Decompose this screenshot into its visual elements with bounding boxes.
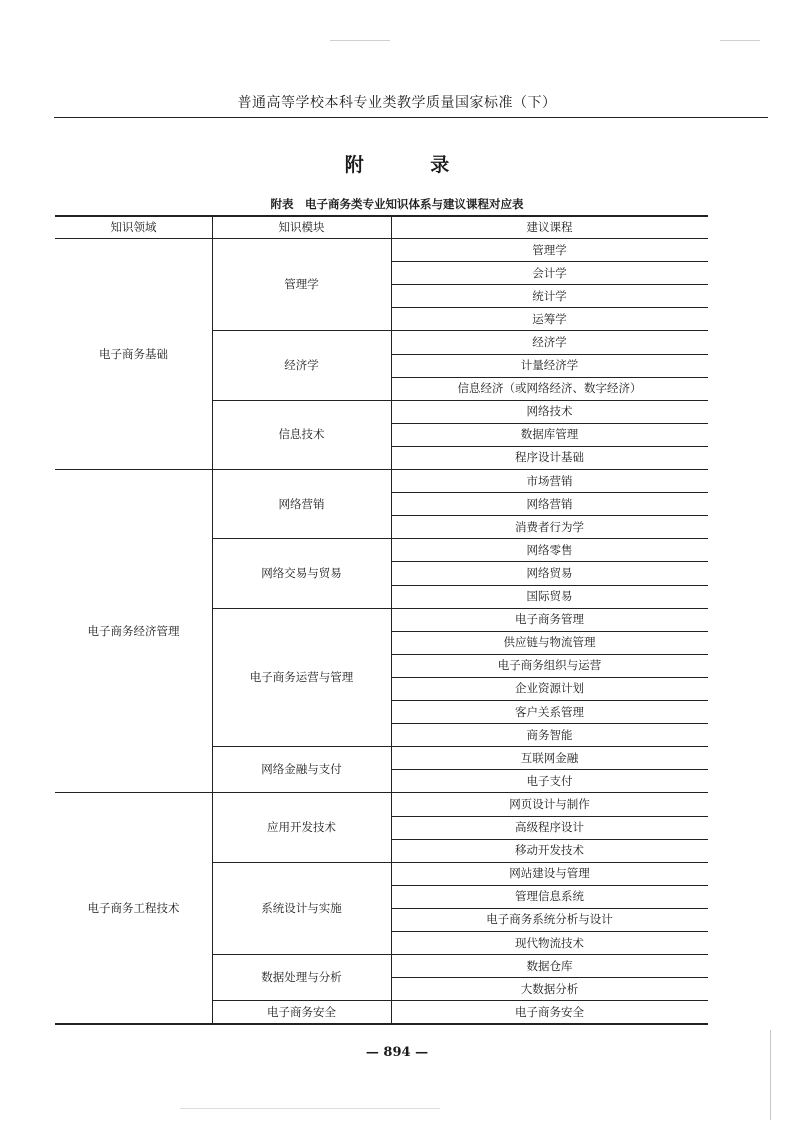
course-cell: 数据库管理 (520, 427, 579, 442)
course-cell: 企业资源计划 (515, 681, 584, 696)
module-cell: 电子商务运营与管理 (249, 669, 354, 684)
scan-artifact (180, 1108, 440, 1109)
domain-cell: 电子商务经济管理 (87, 623, 180, 638)
course-cell: 管理信息系统 (515, 889, 584, 904)
scan-artifact (720, 40, 760, 41)
header-rule (54, 117, 768, 118)
course-cell: 消费者行为学 (515, 519, 584, 534)
course-cell: 电子支付 (526, 773, 573, 788)
module-cell: 网络交易与贸易 (261, 565, 342, 580)
course-cell: 大数据分析 (520, 981, 579, 996)
module-cell: 系统设计与实施 (261, 900, 342, 915)
module-cell: 电子商务安全 (267, 1004, 336, 1019)
scan-artifact (330, 40, 390, 41)
course-cell: 互联网金融 (520, 750, 579, 765)
module-cell: 经济学 (284, 358, 319, 373)
page-number: — 894 — (365, 1045, 429, 1060)
appendix-title: 附 录 (344, 154, 480, 176)
table-bottom-rule (55, 1023, 708, 1025)
module-cell: 应用开发技术 (267, 820, 336, 835)
course-cell: 网络贸易 (526, 565, 573, 580)
course-cell: 数据仓库 (526, 958, 573, 973)
page-header: 普通高等学校本科专业类教学质量国家标准（下） (237, 95, 557, 111)
course-cell: 网络零售 (526, 542, 573, 557)
course-cell: 客户关系管理 (515, 704, 584, 719)
course-cell: 国际贸易 (526, 589, 573, 604)
module-cell: 网络金融与支付 (261, 762, 342, 777)
module-cell: 管理学 (284, 277, 319, 292)
course-cell: 市场营销 (526, 473, 573, 488)
course-cell: 电子商务安全 (515, 1004, 584, 1019)
scan-artifact (770, 1030, 771, 1120)
course-cell: 管理学 (532, 242, 567, 257)
course-cell: 网络技术 (526, 404, 573, 419)
course-cell: 电子商务系统分析与设计 (486, 912, 613, 927)
knowledge-course-table (55, 215, 708, 1030)
table-caption: 附表 电子商务类专业知识体系与建议课程对应表 (270, 197, 524, 211)
domain-cell: 电子商务工程技术 (87, 900, 180, 915)
course-cell: 移动开发技术 (515, 843, 584, 858)
module-cell: 数据处理与分析 (261, 970, 342, 985)
domain-cell: 电子商务基础 (99, 346, 168, 361)
course-cell: 供应链与物流管理 (503, 635, 596, 650)
header-knowledge-module: 知识模块 (278, 219, 325, 234)
course-cell: 信息经济（或网络经济、数字经济） (457, 381, 642, 396)
course-cell: 现代物流技术 (515, 935, 584, 950)
course-cell: 电子商务组织与运营 (497, 658, 602, 673)
course-cell: 网络营销 (526, 496, 573, 511)
module-cell: 信息技术 (278, 427, 325, 442)
course-cell: 运筹学 (532, 311, 567, 326)
course-cell: 程序设计基础 (515, 450, 584, 465)
module-cell: 网络营销 (278, 496, 325, 511)
course-cell: 经济学 (532, 334, 567, 349)
header-knowledge-domain: 知识领域 (110, 219, 157, 234)
course-cell: 统计学 (532, 288, 567, 303)
course-cell: 商务智能 (526, 727, 573, 742)
course-cell: 网页设计与制作 (509, 796, 590, 811)
course-cell: 电子商务管理 (515, 612, 584, 627)
header-suggested-course: 建议课程 (526, 219, 573, 234)
course-cell: 会计学 (532, 265, 567, 280)
course-cell: 高级程序设计 (515, 820, 584, 835)
course-cell: 计量经济学 (520, 358, 579, 373)
course-cell: 网站建设与管理 (509, 866, 590, 881)
